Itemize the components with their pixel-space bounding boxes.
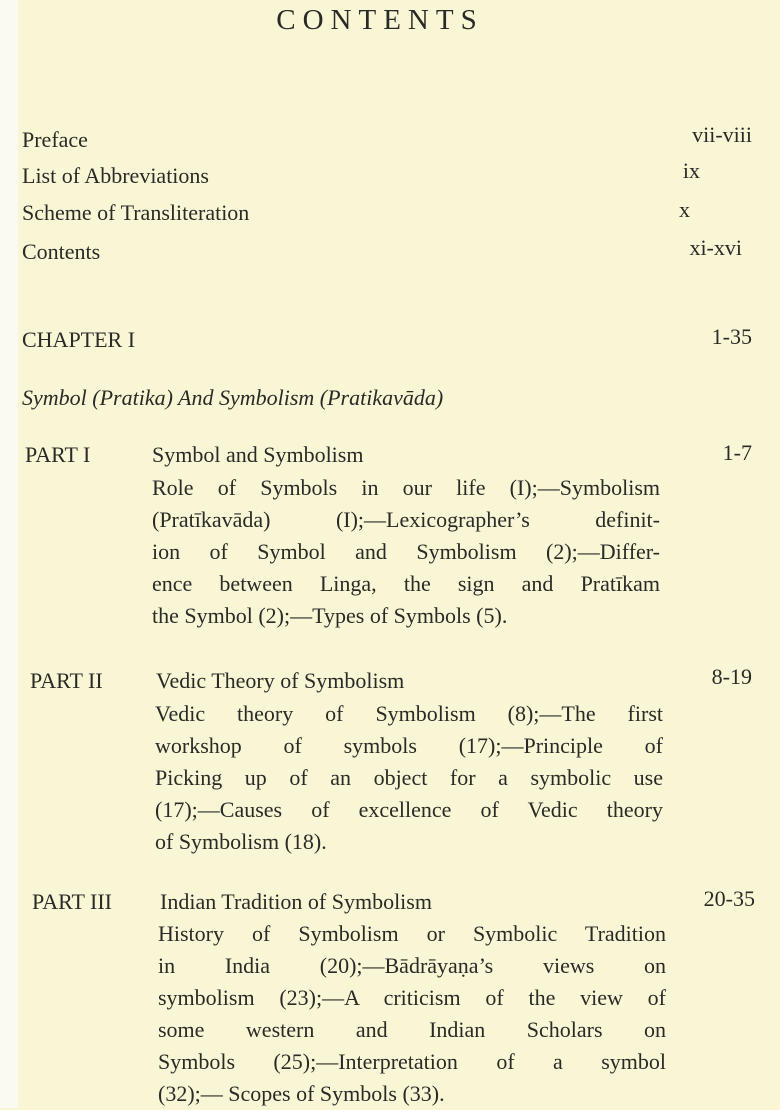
- description-line: Picking up of an object for a symbolic use: [155, 765, 663, 790]
- description-line: (32);— Scopes of Symbols (33).: [158, 1081, 445, 1106]
- part-label: PART I: [25, 442, 91, 467]
- part-pages: 8-19: [711, 664, 752, 689]
- part-description: [155, 698, 663, 858]
- part-pages: 1-7: [722, 440, 752, 465]
- part-heading: Indian Tradition of Symbolism: [160, 889, 432, 914]
- toc-page-transliteration: x: [679, 197, 690, 222]
- chapter-label: CHAPTER I: [22, 327, 136, 352]
- part-pages: 20-35: [703, 886, 755, 911]
- toc-page-abbreviations: ix: [682, 158, 700, 183]
- toc-entry-abbreviations: List of Abbreviations: [22, 163, 209, 188]
- toc-page-contents: xi-xvi: [689, 235, 742, 260]
- description-line: History of Symbolism or Symbolic Tradition: [158, 921, 666, 946]
- description-line: Vedic theory of Symbolism (8);—The first: [155, 701, 663, 726]
- description-line: Symbols (25);—Interpretation of a symbol: [158, 1049, 666, 1074]
- part-label: PART III: [32, 889, 112, 914]
- part-heading: Vedic Theory of Symbolism: [156, 668, 405, 693]
- description-line: Role of Symbols in our life (I);—Symbolism: [152, 475, 660, 500]
- page-title: CONTENTS: [276, 4, 484, 36]
- part-heading: Symbol and Symbolism: [152, 442, 364, 467]
- description-line: symbolism (23);—A criticism of the view of: [158, 985, 666, 1010]
- part-description: [158, 918, 666, 1110]
- toc-page-preface: vii-viii: [692, 122, 752, 147]
- description-line: in India (20);—Bādrāyaṇa’s views on: [158, 953, 666, 978]
- description-line: (Pratīkavāda) (I);—Lexicographer’s definit-: [152, 507, 660, 532]
- part-description: [152, 472, 660, 632]
- toc-entry-preface: Preface: [22, 127, 88, 152]
- description-line: ence between Linga, the sign and Pratīkam: [152, 571, 660, 596]
- chapter-subtitle: Symbol (Pratika) And Symbolism (Pratikavāda): [22, 385, 444, 410]
- chapter-pages: 1-35: [711, 324, 752, 349]
- description-line: the Symbol (2);—Types of Symbols (5).: [152, 603, 508, 628]
- description-line: workshop of symbols (17);—Principle of: [155, 733, 663, 758]
- description-line: (17);—Causes of excellence of Vedic theory: [155, 797, 663, 822]
- page-margin: [0, 0, 18, 1108]
- part-label: PART II: [30, 668, 103, 693]
- description-line: ion of Symbol and Symbolism (2);—Differ-: [152, 539, 660, 564]
- description-line: some western and Indian Scholars on: [158, 1017, 666, 1042]
- toc-entry-contents: Contents: [22, 239, 101, 264]
- description-line: of Symbolism (18).: [155, 829, 327, 854]
- toc-entry-transliteration: Scheme of Transliteration: [22, 200, 250, 225]
